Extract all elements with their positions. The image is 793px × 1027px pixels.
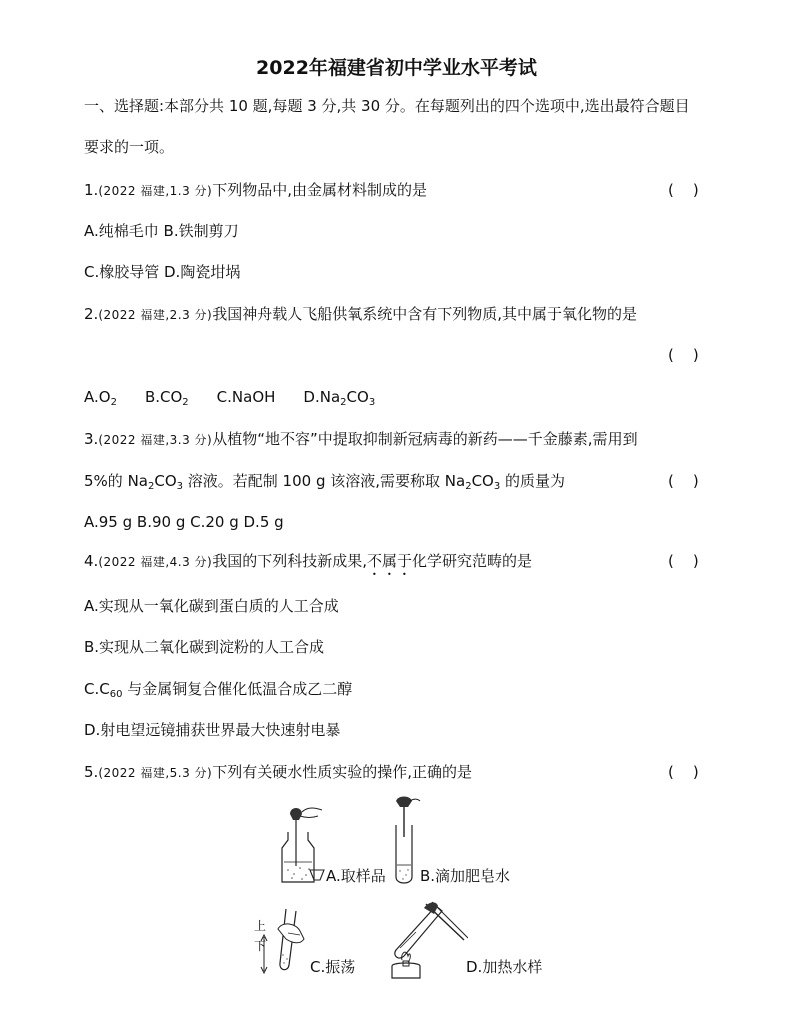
figure-c-label: C.振荡 — [310, 958, 356, 976]
section-heading-line2: 要求的一项。 — [84, 138, 175, 156]
q3-answer-paren[interactable]: ( ) — [668, 472, 699, 490]
figure-c-down-label: 下 — [254, 939, 267, 953]
q2-option-b: $B.CO_2$ — [144, 388, 189, 408]
q2-options — [84, 387, 375, 407]
figure-a-stopper — [309, 868, 325, 882]
q5-answer-paren[interactable]: ( ) — [668, 763, 699, 781]
q3-stem-line2: 5%的 $Na_2CO_3$ 溶液。若配制 100 g 该溶液,需要称取 $Na_2CO_3$ 的质量为 — [84, 472, 566, 492]
q3-stem — [84, 429, 638, 450]
q4-option-a: A.实现从一氧化碳到蛋白质的人工合成 — [84, 597, 339, 615]
figure-c-up-label: 上 — [254, 919, 267, 933]
q1-text: 下列物品中,由金属材料制成的是 — [212, 181, 428, 199]
page-title: 2022年福建省初中学业水平考试 — [256, 57, 537, 79]
q4-stem: 4.(2022 福建,4.3 分)我国的下列科技新成果,不属于化学研究范畴的是 — [84, 552, 533, 570]
q5-text: 下列有关硬水性质实验的操作,正确的是 — [212, 763, 473, 781]
q1-source: (2022 福建,1.3 分) — [98, 184, 213, 198]
q2-text: 我国神舟载人飞船供氧系统中含有下列物质,其中属于氧化物的是 — [212, 305, 638, 323]
q5-source: (2022 福建,5.3 分) — [98, 766, 213, 780]
section-heading-line1: 一、选择题:本部分共 10 题,每题 3 分,共 30 分。在每题列出的四个选项中,选出最符合题目 — [84, 97, 690, 115]
figure-b-dropper-test-tube — [388, 795, 422, 887]
q2-option-d: $D.Na_2CO_3$ — [303, 388, 376, 408]
q2-stem — [84, 304, 637, 325]
figure-d-label: D.加热水样 — [466, 958, 543, 976]
q2-source: (2022 福建,2.3 分) — [98, 308, 213, 322]
q2-option-a: $A.O_2$ — [84, 388, 117, 408]
figure-c-shaking-tube — [256, 905, 310, 975]
q1-stem — [84, 180, 427, 201]
q4-number: 4. — [84, 552, 99, 570]
q3-source: (2022 福建,3.3 分) — [98, 433, 213, 447]
q4-answer-paren[interactable]: ( ) — [668, 552, 699, 570]
q4-option-c: $C.C_{60}$ 与金属铜复合催化低温合成乙二醇 — [84, 680, 353, 700]
q3-text: 从植物“地不容”中提取抑制新冠病毒的新药——千金藤素,需用到 — [212, 430, 638, 448]
q2-answer-paren[interactable]: ( ) — [668, 346, 699, 364]
figure-a-label: A.取样品 — [326, 867, 386, 885]
q5-number: 5. — [84, 763, 99, 781]
q2-option-c: C.NaOH — [216, 388, 276, 406]
q4-emphasis: 不属于 — [367, 552, 413, 570]
q4-option-d: D.射电望远镜捕获世界最大快速射电暴 — [84, 721, 341, 739]
q3-number: 3. — [84, 430, 99, 448]
q2-number: 2. — [84, 305, 99, 323]
figure-d-heating-setup — [386, 898, 468, 980]
q4-option-b: B.实现从二氧化碳到淀粉的人工合成 — [84, 638, 325, 656]
q1-options-line1: A.纯棉毛巾 B.铁制剪刀 — [84, 222, 239, 240]
q3-options: A.95 g B.90 g C.20 g D.5 g — [84, 513, 284, 531]
q1-options-line2: C.橡胶导管 D.陶瓷坩埚 — [84, 263, 241, 281]
q5-stem — [84, 762, 472, 783]
figure-b-label: B.滴加肥皂水 — [420, 867, 511, 885]
q1-answer-paren[interactable]: ( ) — [668, 181, 699, 199]
q4-source: (2022 福建,4.3 分) — [98, 555, 213, 569]
q1-number: 1. — [84, 181, 99, 199]
